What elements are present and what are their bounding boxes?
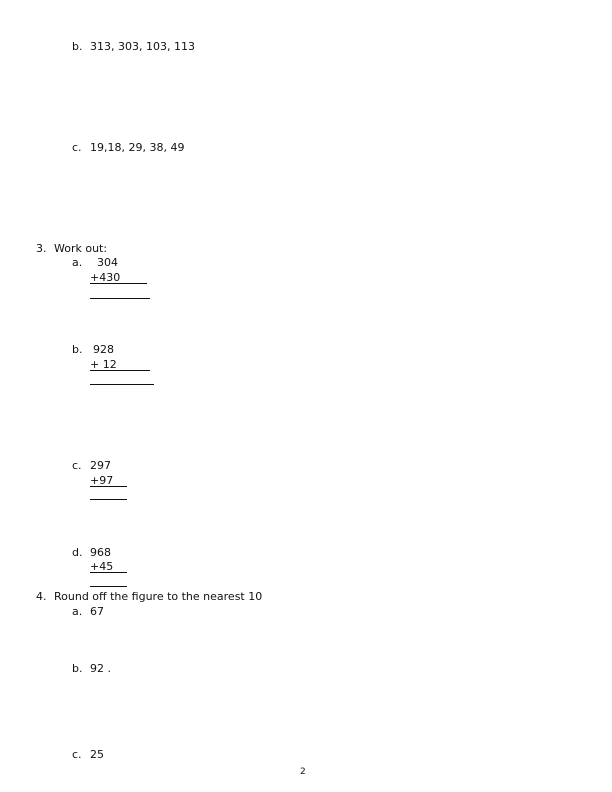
addend-top: 928 [93, 343, 114, 356]
answer-line [90, 384, 154, 385]
round-off-value: 67 [90, 605, 104, 618]
addend-top: 968 [90, 546, 111, 559]
item-letter: c. [72, 459, 82, 472]
item-letter: c. [72, 141, 82, 154]
question-number: 3. [36, 242, 47, 255]
item-letter: d. [72, 546, 83, 559]
addend-bottom: +97 [90, 474, 114, 487]
operand-underline [90, 370, 150, 371]
question-prompt: Work out: [54, 242, 108, 255]
item-letter: b. [72, 40, 83, 53]
number-sequence: 313, 303, 103, 113 [90, 40, 195, 53]
question-number: 4. [36, 590, 47, 603]
item-letter: a. [72, 256, 83, 269]
addend-bottom: +45 [90, 560, 114, 573]
item-letter: b. [72, 662, 83, 675]
item-letter: a. [72, 605, 83, 618]
number-sequence: 19,18, 29, 38, 49 [90, 141, 185, 154]
item-letter: b. [72, 343, 83, 356]
round-off-value: 92 . [90, 662, 111, 675]
answer-line [90, 586, 127, 587]
answer-line [90, 298, 150, 299]
question-prompt: Round off the figure to the nearest 10 [54, 590, 263, 603]
addend-bottom: + 12 [90, 358, 117, 371]
addend-bottom: +430 [90, 271, 121, 284]
addend-top: 304 [97, 256, 118, 269]
operand-underline [90, 283, 147, 284]
page-number: 2 [300, 767, 306, 777]
operand-underline [90, 572, 127, 573]
item-letter: c. [72, 748, 82, 761]
round-off-value: 25 [90, 748, 104, 761]
answer-line [90, 499, 127, 500]
operand-underline [90, 486, 127, 487]
addend-top: 297 [90, 459, 111, 472]
